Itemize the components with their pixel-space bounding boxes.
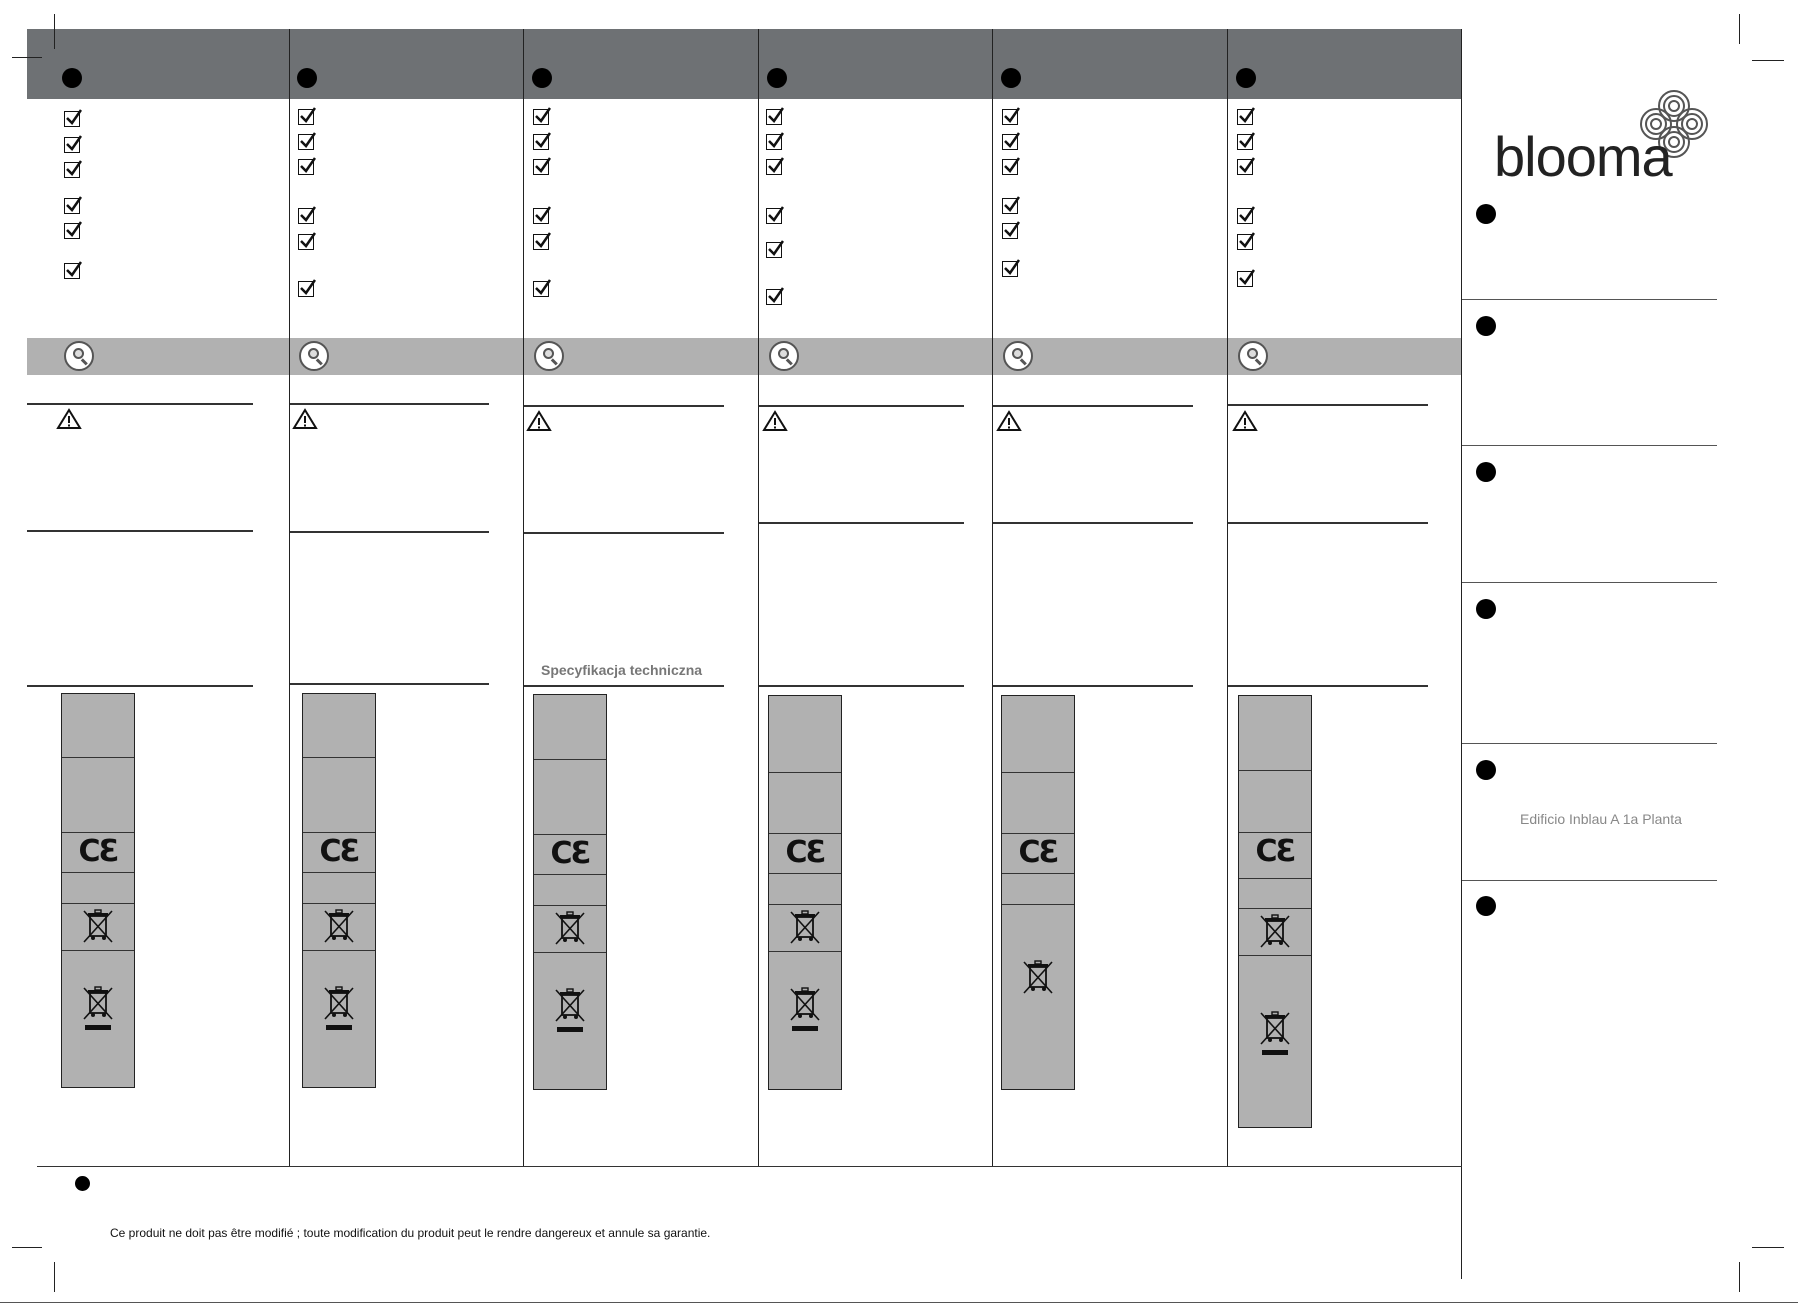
checkbox-checked-icon bbox=[298, 208, 314, 224]
label-cell-divider bbox=[303, 903, 375, 904]
checkbox-checked-icon bbox=[1237, 271, 1253, 287]
ce-mark-icon: CƐ bbox=[550, 836, 590, 871]
panel-rule bbox=[1462, 299, 1717, 300]
label-cell-divider bbox=[769, 951, 841, 952]
checkbox-checked-icon bbox=[1002, 261, 1018, 277]
section-rule bbox=[27, 685, 253, 687]
checkbox-checked-icon bbox=[533, 159, 549, 175]
bottom-edge bbox=[0, 1302, 1798, 1303]
crop-mark bbox=[12, 1247, 42, 1248]
section-rule bbox=[759, 522, 964, 524]
label-cell-divider bbox=[303, 757, 375, 758]
section-rule bbox=[759, 685, 964, 687]
label-cell-divider bbox=[62, 832, 134, 833]
column-divider bbox=[289, 29, 290, 1167]
label-cell-divider bbox=[769, 772, 841, 773]
language-dot bbox=[1236, 68, 1256, 88]
checkbox-checked-icon bbox=[1237, 109, 1253, 125]
label-cell-divider bbox=[303, 950, 375, 951]
label-cell-divider bbox=[1239, 955, 1311, 956]
language-dot bbox=[1476, 204, 1496, 224]
section-rule bbox=[524, 405, 724, 407]
section-rule bbox=[993, 522, 1193, 524]
checkbox-checked-icon bbox=[64, 263, 80, 279]
panel-rule bbox=[1462, 743, 1717, 744]
crossed-bin-icon bbox=[81, 908, 115, 949]
crossed-bin-with-bar-icon bbox=[553, 987, 587, 1038]
label-cell-divider bbox=[62, 757, 134, 758]
checkbox-checked-icon bbox=[1237, 134, 1253, 150]
checkbox-checked-icon bbox=[1002, 198, 1018, 214]
checkbox-checked-icon bbox=[766, 159, 782, 175]
label-cell-divider bbox=[1239, 832, 1311, 833]
checkbox-checked-icon bbox=[1002, 223, 1018, 239]
warning-triangle-icon bbox=[292, 408, 318, 430]
section-rule bbox=[27, 530, 253, 532]
checkbox-checked-icon bbox=[64, 162, 80, 178]
checkbox-checked-icon bbox=[298, 159, 314, 175]
checkbox-checked-icon bbox=[1237, 208, 1253, 224]
warning-triangle-icon bbox=[56, 408, 82, 430]
checkbox-checked-icon bbox=[766, 134, 782, 150]
checkbox-checked-icon bbox=[766, 109, 782, 125]
section-rule bbox=[993, 685, 1193, 687]
section-rule bbox=[524, 685, 724, 687]
crop-mark bbox=[1739, 14, 1740, 44]
section-rule bbox=[27, 403, 253, 405]
crossed-bin-icon bbox=[788, 909, 822, 950]
language-dot bbox=[1476, 316, 1496, 336]
ce-mark-icon: CƐ bbox=[1255, 834, 1295, 869]
section-rule bbox=[993, 405, 1193, 407]
label-cell-divider bbox=[1002, 873, 1074, 874]
language-dot bbox=[1001, 68, 1021, 88]
warning-triangle-icon bbox=[1232, 410, 1258, 432]
section-rule bbox=[290, 531, 489, 533]
label-cell-divider bbox=[303, 872, 375, 873]
crop-mark bbox=[54, 14, 55, 49]
column-divider bbox=[1227, 29, 1228, 1167]
checkbox-checked-icon bbox=[533, 109, 549, 125]
crossed-bin-icon bbox=[1021, 959, 1055, 1000]
magnifier-icon bbox=[534, 341, 564, 371]
checkbox-checked-icon bbox=[64, 111, 80, 127]
language-dot bbox=[767, 68, 787, 88]
checkbox-checked-icon bbox=[533, 208, 549, 224]
magnifier-icon bbox=[64, 341, 94, 371]
warning-triangle-icon bbox=[996, 410, 1022, 432]
label-cell-divider bbox=[769, 904, 841, 905]
checkbox-checked-icon bbox=[298, 134, 314, 150]
label-cell-divider bbox=[1002, 904, 1074, 905]
footer-notice: Ce produit ne doit pas être modifié ; toute modification du produit peut le rendre dangereux et annule sa garantie. bbox=[110, 1226, 711, 1240]
label-cell-divider bbox=[534, 834, 606, 835]
section-rule bbox=[1228, 404, 1428, 406]
address-line: Edificio Inblau A 1a Planta bbox=[1520, 811, 1682, 827]
product-label-box bbox=[302, 693, 376, 1088]
product-label-box bbox=[533, 694, 607, 1090]
language-dot bbox=[1476, 760, 1496, 780]
language-dot bbox=[532, 68, 552, 88]
checkbox-checked-icon bbox=[766, 289, 782, 305]
magnifier-icon bbox=[769, 341, 799, 371]
right-panel-divider bbox=[1461, 29, 1462, 1279]
language-dot bbox=[75, 1176, 90, 1191]
section-rule bbox=[290, 403, 489, 405]
product-label-box bbox=[1001, 695, 1075, 1090]
panel-rule bbox=[1462, 582, 1717, 583]
language-dot bbox=[62, 68, 82, 88]
checkbox-checked-icon bbox=[298, 234, 314, 250]
section-rule bbox=[290, 683, 489, 685]
label-cell-divider bbox=[62, 950, 134, 951]
checkbox-checked-icon bbox=[298, 109, 314, 125]
checkbox-checked-icon bbox=[64, 137, 80, 153]
footer-divider bbox=[37, 1166, 1462, 1167]
ce-mark-icon: CƐ bbox=[1018, 835, 1058, 870]
label-cell-divider bbox=[1002, 833, 1074, 834]
section-rule bbox=[759, 405, 964, 407]
label-cell-divider bbox=[1002, 772, 1074, 773]
crop-mark bbox=[1752, 60, 1784, 61]
spec-title: Specyfikacja techniczna bbox=[541, 662, 703, 678]
header-band bbox=[27, 29, 1462, 99]
checkbox-checked-icon bbox=[533, 234, 549, 250]
warning-triangle-icon bbox=[762, 410, 788, 432]
ce-mark-icon: CƐ bbox=[78, 834, 118, 869]
crossed-bin-icon bbox=[322, 908, 356, 949]
ce-mark-icon: CƐ bbox=[785, 835, 825, 870]
language-dot bbox=[297, 68, 317, 88]
language-dot bbox=[1476, 896, 1496, 916]
crop-mark bbox=[1739, 1262, 1740, 1292]
crossed-bin-with-bar-icon bbox=[81, 985, 115, 1036]
checkbox-checked-icon bbox=[533, 134, 549, 150]
label-cell-divider bbox=[534, 874, 606, 875]
panel-rule bbox=[1462, 445, 1717, 446]
checkbox-checked-icon bbox=[1002, 159, 1018, 175]
section-rule bbox=[1228, 685, 1428, 687]
label-cell-divider bbox=[303, 832, 375, 833]
label-cell-divider bbox=[534, 905, 606, 906]
label-cell-divider bbox=[769, 833, 841, 834]
label-cell-divider bbox=[534, 952, 606, 953]
language-dot bbox=[1476, 462, 1496, 482]
section-rule bbox=[524, 532, 724, 534]
label-cell-divider bbox=[769, 873, 841, 874]
label-cell-divider bbox=[62, 903, 134, 904]
product-label-box bbox=[61, 693, 135, 1088]
column-divider bbox=[992, 29, 993, 1167]
label-cell-divider bbox=[1239, 878, 1311, 879]
checkbox-checked-icon bbox=[1237, 234, 1253, 250]
checkbox-checked-icon bbox=[766, 208, 782, 224]
label-cell-divider bbox=[1239, 770, 1311, 771]
checkbox-checked-icon bbox=[533, 281, 549, 297]
warning-triangle-icon bbox=[526, 410, 552, 432]
crossed-bin-with-bar-icon bbox=[1258, 1010, 1292, 1061]
column-divider bbox=[758, 29, 759, 1167]
label-cell-divider bbox=[1239, 908, 1311, 909]
language-dot bbox=[1476, 599, 1496, 619]
crop-mark bbox=[54, 1262, 55, 1292]
ce-mark-icon: CƐ bbox=[319, 834, 359, 869]
label-cell-divider bbox=[534, 759, 606, 760]
magnifier-icon bbox=[1003, 341, 1033, 371]
crossed-bin-icon bbox=[1258, 913, 1292, 954]
column-divider bbox=[523, 29, 524, 1167]
checkbox-checked-icon bbox=[1002, 109, 1018, 125]
checkbox-checked-icon bbox=[1002, 134, 1018, 150]
crossed-bin-with-bar-icon bbox=[788, 986, 822, 1037]
checkbox-checked-icon bbox=[64, 198, 80, 214]
magnifier-icon bbox=[1238, 341, 1268, 371]
crossed-bin-with-bar-icon bbox=[322, 985, 356, 1036]
brand-name: blooma bbox=[1494, 125, 1672, 188]
magnifier-icon bbox=[299, 341, 329, 371]
label-cell-divider bbox=[62, 872, 134, 873]
checkbox-checked-icon bbox=[298, 281, 314, 297]
crop-mark bbox=[12, 57, 42, 58]
crossed-bin-icon bbox=[553, 910, 587, 951]
product-label-box bbox=[768, 695, 842, 1090]
checkbox-checked-icon bbox=[64, 223, 80, 239]
product-label-box bbox=[1238, 695, 1312, 1128]
checkbox-checked-icon bbox=[1237, 159, 1253, 175]
section-rule bbox=[1228, 522, 1428, 524]
panel-rule bbox=[1462, 880, 1717, 881]
checkbox-checked-icon bbox=[766, 242, 782, 258]
crop-mark bbox=[1752, 1247, 1784, 1248]
